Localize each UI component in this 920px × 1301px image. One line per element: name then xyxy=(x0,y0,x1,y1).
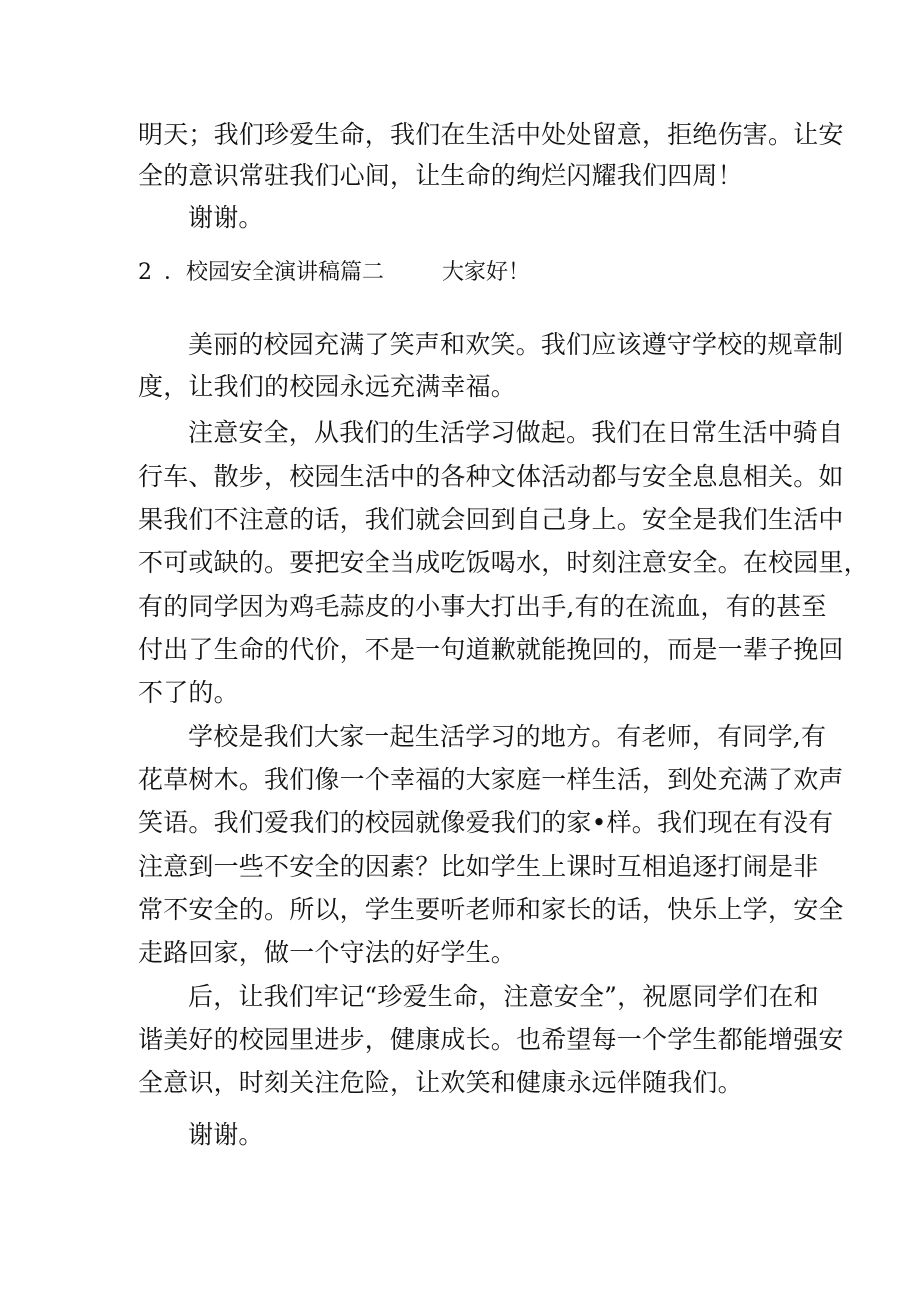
paragraph-line: 注意到一些不安全的因素？比如学生上课时互相追逐打闹是非 xyxy=(138,852,819,881)
paragraph-line: 花草树木。我们像一个幸福的大家庭一样生活，到处充满了欢声 xyxy=(138,765,844,794)
paragraph-line: 付出了生命的代价，不是一句道歉就能挽回的，而是一辈子挽回 xyxy=(138,635,844,664)
thanks-text: 谢谢。 xyxy=(188,203,264,232)
paragraph-line: 常不安全的。所以，学生要听老师和家长的话，快乐上学，安全 xyxy=(138,895,844,924)
section-heading xyxy=(138,258,530,288)
text-line: 明天；我们珍爱生命，我们在生活中处处留意，拒绝伤害。让安 xyxy=(138,120,844,149)
section-greeting: 大家好！ xyxy=(442,260,531,285)
paragraph-line: 谐美好的校园里进步，健康成长。也希望每一个学生都能增强安 xyxy=(138,1025,844,1054)
paragraph-line: 行车、散步，校园生活中的各种文体活动都与安全息息相关。如 xyxy=(138,462,844,491)
paragraph-line: 笑语。我们爱我们的校园就像爱我们的家•样。我们现在有没有 xyxy=(138,808,834,837)
paragraph-line: 果我们不注意的话，我们就会回到自己身上。安全是我们生活中 xyxy=(138,505,844,534)
section-title: ．校园安全演讲稿篇二 xyxy=(164,260,385,285)
paragraph-line: 度，让我们的校园永远充满幸福。 xyxy=(138,372,517,401)
paragraph-line: 学校是我们大家一起生活学习的地方。有老师，有同学,有 xyxy=(188,722,827,751)
paragraph-line: 后，让我们牢记“珍爱生命，注意安全”，祝愿同学们在和 xyxy=(188,982,819,1011)
paragraph-line: 注意安全，从我们的生活学习做起。我们在日常生活中骑自 xyxy=(188,418,844,447)
paragraph-line: 全意识，时刻关注危险，让欢笑和健康永远伴随我们。 xyxy=(138,1068,743,1097)
paragraph-line: 有的同学因为鸡毛蒜皮的小事大打出手,有的在流血，有的甚至 xyxy=(138,592,827,621)
thanks-text: 谢谢。 xyxy=(188,1120,264,1149)
paragraph-line: 不了的。 xyxy=(138,678,239,707)
paragraph-line: 不可或缺的。要把安全当成吃饭喝水，时刻注意安全。在校园里， xyxy=(138,548,869,577)
paragraph-line: 走路回家，做一个守法的好学生。 xyxy=(138,938,517,967)
text-line: 全的意识常驻我们心间，让生命的绚烂闪耀我们四周！ xyxy=(138,161,743,190)
section-number: 2 xyxy=(138,260,152,285)
paragraph-line: 美丽的校园充满了笑声和欢笑。我们应该遵守学校的规章制 xyxy=(188,330,844,359)
